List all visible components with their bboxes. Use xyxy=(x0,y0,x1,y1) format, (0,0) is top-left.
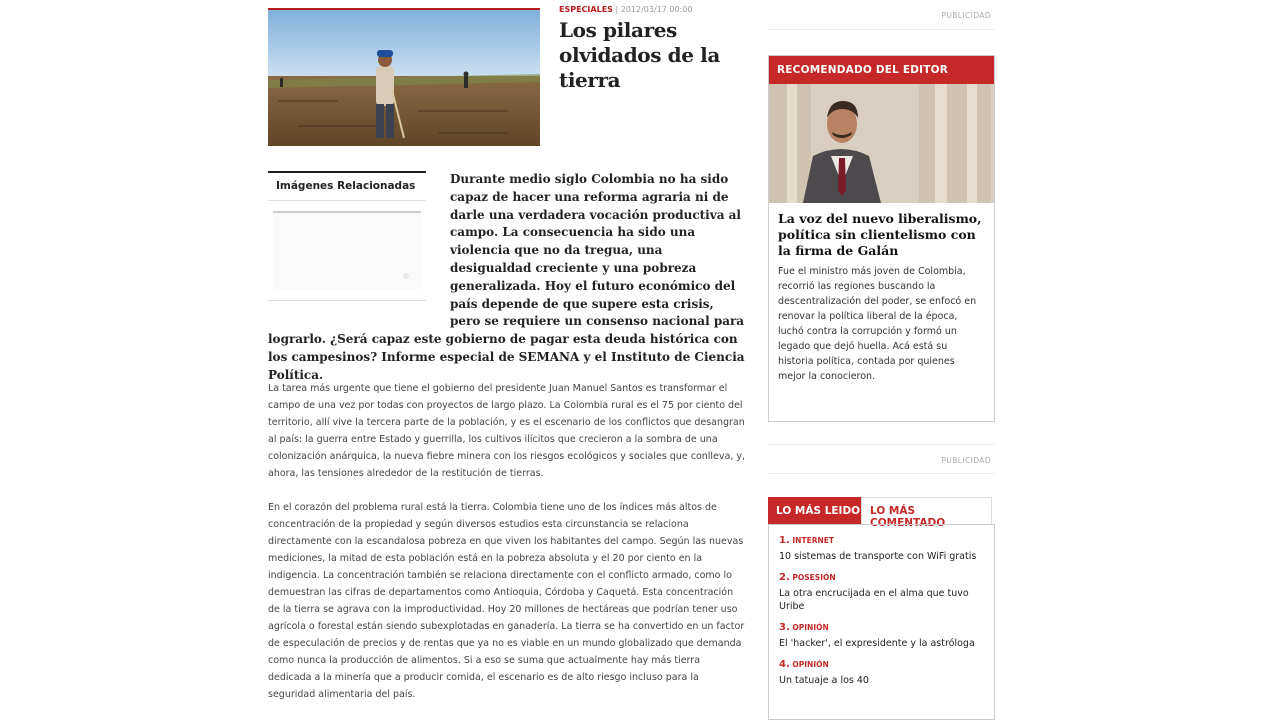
item-category-label[interactable]: OPINIÓN xyxy=(792,660,829,669)
article-title: Los pilares olvidados de la tierra xyxy=(559,18,720,92)
item-number: 3. xyxy=(779,622,790,633)
item-category-label[interactable]: INTERNET xyxy=(792,536,834,545)
item-title[interactable]: 10 sistemas de transporte con WiFi gratis xyxy=(779,551,977,562)
article-header xyxy=(559,4,749,93)
tab-most-commented[interactable]: LO MÁS COMENTADO xyxy=(861,497,992,525)
article-column xyxy=(268,0,748,720)
list-item[interactable] xyxy=(779,659,984,687)
gallery-dot-icon[interactable] xyxy=(403,273,409,279)
article-date: 2012/03/17 00:00 xyxy=(620,5,693,14)
ad-slot xyxy=(768,0,995,30)
recommended-header: RECOMENDADO DEL EDITOR xyxy=(769,56,994,84)
item-number: 4. xyxy=(779,659,790,670)
list-item[interactable] xyxy=(779,572,984,613)
article-meta xyxy=(559,4,749,16)
item-category xyxy=(779,659,984,671)
ad-label: PUBLICIDAD xyxy=(941,11,991,20)
item-title[interactable]: La otra encrucijada en el alma que tuvo Uribe xyxy=(779,588,969,612)
related-images-title: Imágenes Relacionadas xyxy=(268,173,426,201)
editor-recommended-box[interactable] xyxy=(768,55,995,422)
item-number: 2. xyxy=(779,572,790,583)
article-section[interactable]: ESPECIALES xyxy=(559,5,613,14)
meta-separator: | xyxy=(615,5,621,14)
item-category xyxy=(779,622,984,634)
tab-most-read[interactable]: LO MÁS LEIDO xyxy=(768,497,861,525)
article-hero-image[interactable] xyxy=(268,8,540,146)
related-images-box xyxy=(268,171,426,301)
list-item[interactable] xyxy=(779,622,984,650)
most-popular-tabs xyxy=(768,497,995,529)
most-read-list xyxy=(768,524,995,720)
item-number: 1. xyxy=(779,535,790,546)
recommended-image[interactable] xyxy=(769,84,994,203)
article-paragraph: La tarea más urgente que tiene el gobierno del presidente Juan Manuel Santos es transformar el campo de una vez por todas con proyectos de largo plazo. La Colombia rural es el 75 por ciento del territorio, allí vive la tercera parte de la población, y es el escenario de los conflictos que desangran al país: la guerra entre Estado y guerrilla, los cultivos ilícitos que crecieron a la sombra de una colonización anárquica, la nueva fiebre minera con los riesgos ecológicos y sociales que conlleva, y, ahora, las tensiones alrededor de la restitución de tierras. xyxy=(268,383,746,479)
item-category-label[interactable]: OPINIÓN xyxy=(792,623,829,632)
ad-label: PUBLICIDAD xyxy=(941,456,991,465)
ad-slot xyxy=(768,444,995,474)
item-category-label[interactable]: POSESIÓN xyxy=(792,573,836,582)
item-category xyxy=(779,572,984,584)
recommended-description: Fue el ministro más joven de Colombia, recorrió las regiones buscando la descentralización del poder, se enfocó en renovar la política liberal de la época, luchó contra la corrupción y formó un legado que dejó huella. Acá está su historia política, contada por quienes mejor la conocieron. xyxy=(778,266,977,382)
item-title[interactable]: Un tatuaje a los 40 xyxy=(779,675,869,686)
article-paragraph: En el corazón del problema rural está la tierra. Colombia tiene uno de los índices más altos de concentración de la propiedad y según diversos estudios esta circunstancia se relaciona directamente con la escandalosa pobreza en que viven los habitantes del campo. Según las nuevas mediciones, la mitad de esta población está en la pobreza absoluta y el 20 por ciento en la indigencia. La concentración también se relaciona directamente con el conflicto armado, como lo demuestran las cifras de departamentos como Antioquia, Córdoba y Caquetá. Esta concentración de la tierra se agrava con la improductividad. Hoy 20 millones de hectáreas que podrían tener uso agrícola o forestal están siendo subexplotadas en ganadería. La tierra se ha convertido en un factor de especulación de precios y de rentas que ya no es viable en un mundo globalizado que demanda como nunca la producción de alimentos. Si a eso se suma que actualmente hay más tierra dedicada a la minería que a producir comida, el escenario es de alto riesgo incluso para la seguridad alimentaria del país. xyxy=(268,502,745,700)
recommended-title[interactable]: La voz del nuevo liberalismo, política sin clientelismo con la firma de Galán xyxy=(778,211,982,258)
lead-text: Durante medio siglo Colombia no ha sido capaz de hacer una reforma agraria ni de darle una verdadera vocación productiva al campo. La consecuencia ha sido una violencia que no da tregua, una desigualdad creciente y una pobreza generalizada. Hoy el futuro económico del país depende de que supere esta crisis, pero se requiere un consenso nacional para lograrlo. ¿Será capaz este gobierno de pagar esta deuda histórica con los campesinos? Informe especial de SEMANA y el Instituto de Ciencia Política. xyxy=(268,172,745,382)
list-item[interactable] xyxy=(779,535,984,563)
item-title[interactable]: El 'hacker', el expresidente y la astróloga xyxy=(779,638,975,649)
item-category xyxy=(779,535,984,547)
related-images-gallery[interactable] xyxy=(273,211,421,289)
